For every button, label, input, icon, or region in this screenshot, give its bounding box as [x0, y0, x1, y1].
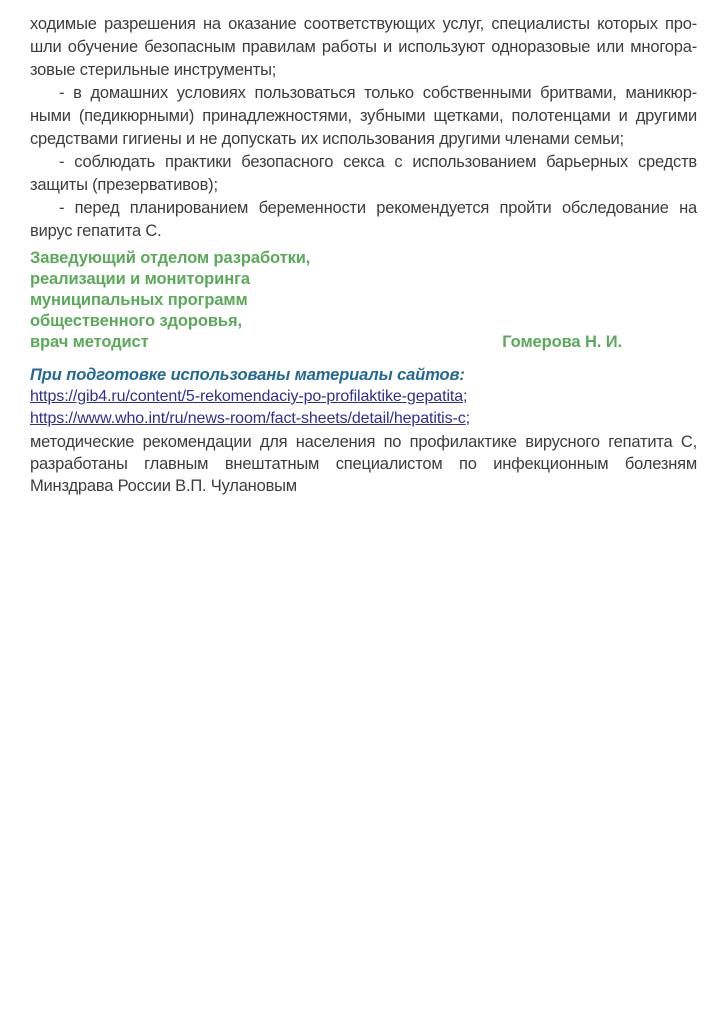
signature-role: врач методист: [30, 333, 149, 351]
text-line: - перед планированием беременности рекомендуется пройти обследование на: [59, 199, 697, 217]
text-line: защиты (презервативов);: [30, 176, 218, 194]
link-suffix: ;: [463, 388, 468, 405]
text-line: - соблюдать практики безопасного секса с использованием барьерных средств: [59, 153, 697, 171]
text-line: средствами гигиены и не допускать их использования другими членами семьи;: [30, 130, 624, 148]
source-links: [30, 386, 697, 430]
source-link[interactable]: https://www.who.int/ru/news-room/fact-sheets/detail/hepatitis-c: [30, 410, 466, 427]
page-content: [0, 0, 724, 497]
text-line: методические рекомендации для населения по профилактике вирусного гепатита С,: [30, 433, 697, 451]
text-line: ходимые разрешения на оказание соответствующих услуг, специалисты которых про-: [30, 15, 697, 33]
text-line: шли обучение безопасным правилам работы и используют одноразовые или многора-: [30, 38, 697, 56]
text-line: Заведующий отделом разработки,: [30, 249, 311, 267]
text-line: реализации и мониторинга: [30, 270, 250, 288]
text-line: ными (педикюрными) принадлежностями, зубными щетками, полотенцами и другими: [30, 107, 697, 125]
source-link[interactable]: https://gib4.ru/content/5-rekomendaciy-po-profilaktike-gepatita: [30, 388, 464, 405]
signature-last-line: [30, 332, 697, 353]
signature-name: Гомерова Н. И.: [502, 333, 622, 351]
text-line: муниципальных программ: [30, 291, 248, 309]
signature-title-lines: [30, 248, 697, 332]
text-line: разработаны главным внештатным специалистом по инфекционным болезням: [30, 455, 697, 473]
sources-heading: При подготовке использованы материалы сайтов:: [30, 366, 465, 384]
attribution-note: [30, 431, 697, 497]
sources-section: [30, 364, 697, 497]
source-link-line: [30, 408, 697, 430]
source-link-line: [30, 386, 697, 408]
text-line: Минздрава России В.П. Чулановым: [30, 477, 297, 495]
text-line: зовые стерильные инструменты;: [30, 61, 277, 79]
text-line: вирус гепатита С.: [30, 222, 162, 240]
signature-block: [30, 248, 697, 353]
link-suffix: ;: [465, 410, 471, 427]
body-text-block: [30, 13, 697, 243]
text-line: общественного здоровья,: [30, 312, 242, 330]
text-line: - в домашних условиях пользоваться только собственными бритвами, маникюр-: [59, 84, 697, 102]
